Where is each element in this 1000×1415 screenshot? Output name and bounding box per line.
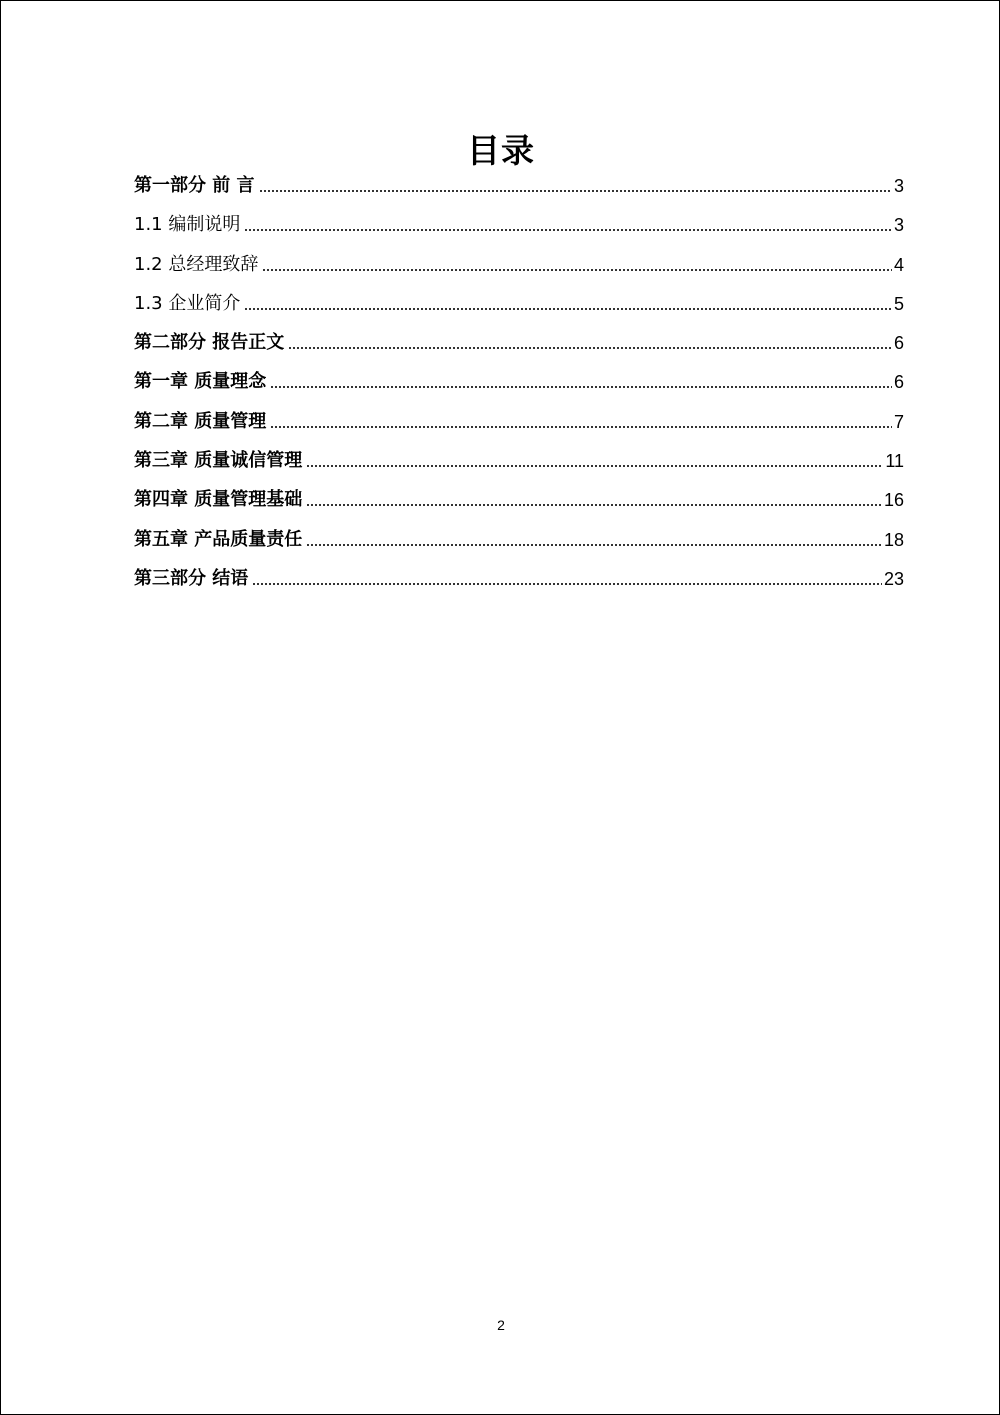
toc-entry-label: 1.2 总经理致辞 xyxy=(134,253,259,275)
toc-entry[interactable] xyxy=(134,393,904,432)
toc-entry-page: 7 xyxy=(893,411,904,432)
toc-dot-leader xyxy=(252,583,882,585)
toc-entry[interactable] xyxy=(134,236,904,275)
toc-entry-page: 6 xyxy=(893,372,904,393)
toc-entry-label: 第五章 产品质量责任 xyxy=(134,528,303,550)
toc-dot-leader xyxy=(244,308,892,310)
toc-entry-label: 第一部分 前 言 xyxy=(134,175,255,196)
toc-dot-leader xyxy=(306,465,883,467)
toc-entry-page: 5 xyxy=(893,293,904,314)
toc-dot-leader xyxy=(288,347,892,349)
toc-entry[interactable] xyxy=(134,354,904,393)
toc-entry[interactable] xyxy=(134,472,904,511)
toc-dot-leader xyxy=(270,386,892,388)
toc-entry-page: 16 xyxy=(883,490,904,511)
toc-entry-label: 1.3 企业简介 xyxy=(134,292,241,314)
toc-dot-leader xyxy=(270,426,892,428)
toc-entry-label: 第二部分 报告正文 xyxy=(134,332,285,354)
toc-entry-page: 4 xyxy=(893,254,904,275)
toc-entry-label: 第三章 质量诚信管理 xyxy=(134,450,303,472)
toc-entry[interactable] xyxy=(134,276,904,315)
toc-dot-leader xyxy=(306,504,882,506)
toc-entry-page: 6 xyxy=(893,333,904,354)
toc-entry-label: 第四章 质量管理基础 xyxy=(134,489,303,511)
toc-entry-label: 第二章 质量管理 xyxy=(134,410,267,432)
toc-entry-page: 3 xyxy=(893,215,904,236)
toc-dot-leader xyxy=(259,190,892,192)
toc-entry[interactable] xyxy=(134,197,904,236)
toc-entry-label: 1.1 编制说明 xyxy=(134,214,241,236)
toc-dot-leader xyxy=(262,269,892,271)
toc-entry-label: 第一章 质量理念 xyxy=(134,371,267,393)
toc-entry[interactable] xyxy=(134,169,904,197)
page-number: 2 xyxy=(497,1317,505,1333)
toc-entry[interactable] xyxy=(134,511,904,550)
toc-entry[interactable] xyxy=(134,551,904,590)
toc-entry-page: 11 xyxy=(885,451,904,472)
toc-entry-page: 23 xyxy=(883,568,904,589)
toc-entry-page: 3 xyxy=(893,176,904,196)
toc-entry-label: 第三部分 结语 xyxy=(134,567,249,589)
toc-dot-leader xyxy=(244,229,892,231)
toc-entry[interactable] xyxy=(134,315,904,354)
toc-entry[interactable] xyxy=(134,433,904,472)
toc-title: 目录 xyxy=(467,131,535,170)
table-of-contents xyxy=(134,169,904,590)
toc-dot-leader xyxy=(306,544,882,546)
toc-entry-page: 18 xyxy=(883,529,904,550)
